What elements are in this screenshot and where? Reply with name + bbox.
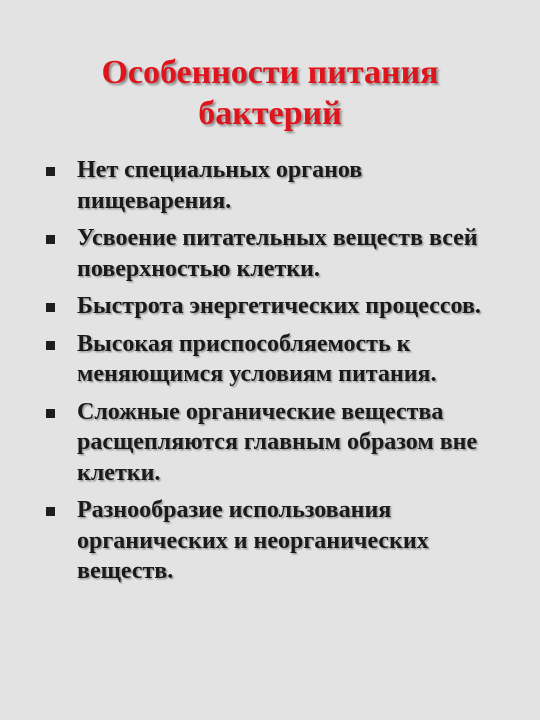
list-item [46,155,516,216]
list-item [46,495,516,587]
square-bullet-icon [46,303,55,312]
list-item-text: Быстрота энергетических процессов. [77,293,481,319]
square-bullet-icon [46,235,55,244]
list-item-text: Разнообразие использования органических и неорганических веществ. [77,497,429,584]
list-item [46,329,516,390]
list-item [46,223,516,284]
list-item-text: Усвоение питательных веществ всей поверхностью клетки. [77,225,478,282]
square-bullet-icon [46,507,55,516]
square-bullet-icon [46,409,55,418]
list-item-text: Сложные органические вещества расщепляются главным образом вне клетки. [77,398,478,486]
bullet-list [46,155,516,594]
list-item [46,397,516,489]
slide-title: Особенности питания бактерий [101,54,439,132]
list-item [46,291,516,322]
list-item-text: Высокая приспособляемость к меняющимся условиям питания. [77,330,437,387]
square-bullet-icon [46,341,55,350]
square-bullet-icon [46,167,55,176]
list-item-text: Нет специальных органов пищеварения. [77,157,363,214]
